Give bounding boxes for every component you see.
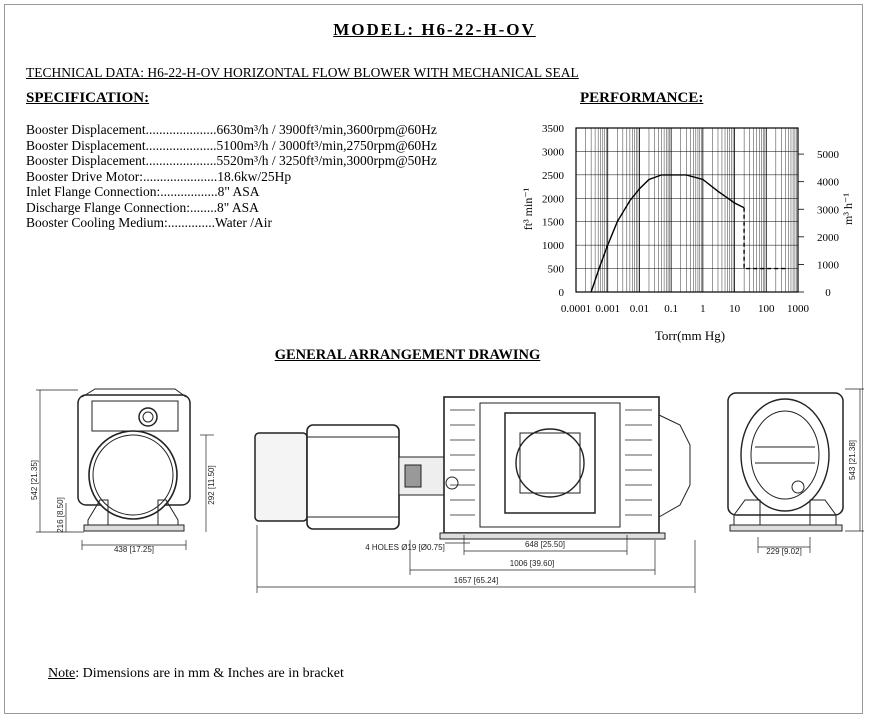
general-arrangement-drawing [0,375,869,600]
x-tick-label: 1 [700,303,706,315]
y-tick-label-left: 2500 [542,169,564,182]
dim-543: 543 [21.38] [848,439,857,481]
page-title: MODEL: H6-22-H-OV [333,20,536,39]
chart-series [591,175,788,292]
x-tick-label: 1000 [787,303,809,315]
dim-1006: 1006 [39.60] [509,559,555,568]
spec-line: Booster Displacement.....................5520m³/h / 3250ft³/min,3000rpm@50Hz [26,153,437,168]
x-tick-label: 0.0001 [560,303,592,315]
spec-line: Booster Displacement.....................6630m³/h / 3900ft³/min,3600rpm@60Hz [26,122,437,137]
x-axis-label: Torr(mm Hg) [654,328,726,343]
y-tick-label-right: 4000 [817,176,839,189]
spec-line: Inlet Flange Connection:.................8" ASA [26,184,260,199]
y-tick-label-right: 0 [825,287,831,299]
y-tick-label-left: 500 [547,263,564,276]
dim-holes: 4 HOLES Ø19 [Ø0.75] [365,543,445,552]
y-tick-label-right: 2000 [817,231,839,244]
main-side-view [255,397,690,539]
performance-chart [510,112,860,350]
performance-heading: PERFORMANCE: [580,90,704,106]
spec-line: Discharge Flange Connection:........8" ASA [26,199,259,215]
technical-data-line: TECHNICAL DATA: H6-22-H-OV HORIZONTAL FLOW BLOWER WITH MECHANICAL SEAL [26,65,579,80]
y-axis-label-right: m³ h⁻¹ [841,193,855,225]
specification-list [26,122,437,231]
spec-line: Booster Drive Motor:......................18.6kw/25Hp [26,168,292,184]
general-arrangement-heading: GENERAL ARRANGEMENT DRAWING [274,347,541,363]
right-end-view [728,393,843,531]
y-tick-label-left: 0 [558,287,564,299]
spec-line: Booster Cooling Medium:..............Water /Air [26,215,273,230]
y-tick-label-left: 1500 [542,216,564,229]
dim-648: 648 [25.50] [524,540,566,549]
x-tick-label: 100 [758,303,775,315]
y-axis-label-left: ft³ min⁻¹ [521,187,535,231]
performance-series-line [591,175,744,292]
x-tick-label: 0.01 [629,303,650,315]
dim-438: 438 [17.25] [113,545,155,554]
x-tick-label: 10 [729,303,741,315]
left-end-view [78,389,190,531]
y-tick-label-left: 2000 [542,193,564,206]
dim-216: 216 [8.50] [56,497,65,533]
dimension-note: Note: Dimensions are in mm & Inches are in bracket [48,666,344,681]
dim-229: 229 [9.02] [766,547,802,556]
dim-292: 292 [11.50] [207,465,216,505]
y-tick-label-right: 5000 [817,149,839,162]
chart-grid [576,128,798,292]
spec-line: Booster Displacement.....................5100m³/h / 3000ft³/min,2750rpm@60Hz [26,137,437,153]
y-tick-label-right: 1000 [817,259,839,272]
y-tick-label-left: 3000 [542,146,564,159]
y-tick-label-right: 3000 [817,204,839,217]
specification-heading: SPECIFICATION: [26,90,150,106]
dim-542-left: 542 [21.35] [30,459,39,501]
y-tick-label-left: 3500 [542,123,564,135]
dim-1657: 1657 [65.24] [453,576,499,585]
y-tick-label-left: 1000 [542,240,564,253]
x-tick-label: 0.001 [595,303,621,315]
x-tick-label: 0.1 [664,303,679,315]
